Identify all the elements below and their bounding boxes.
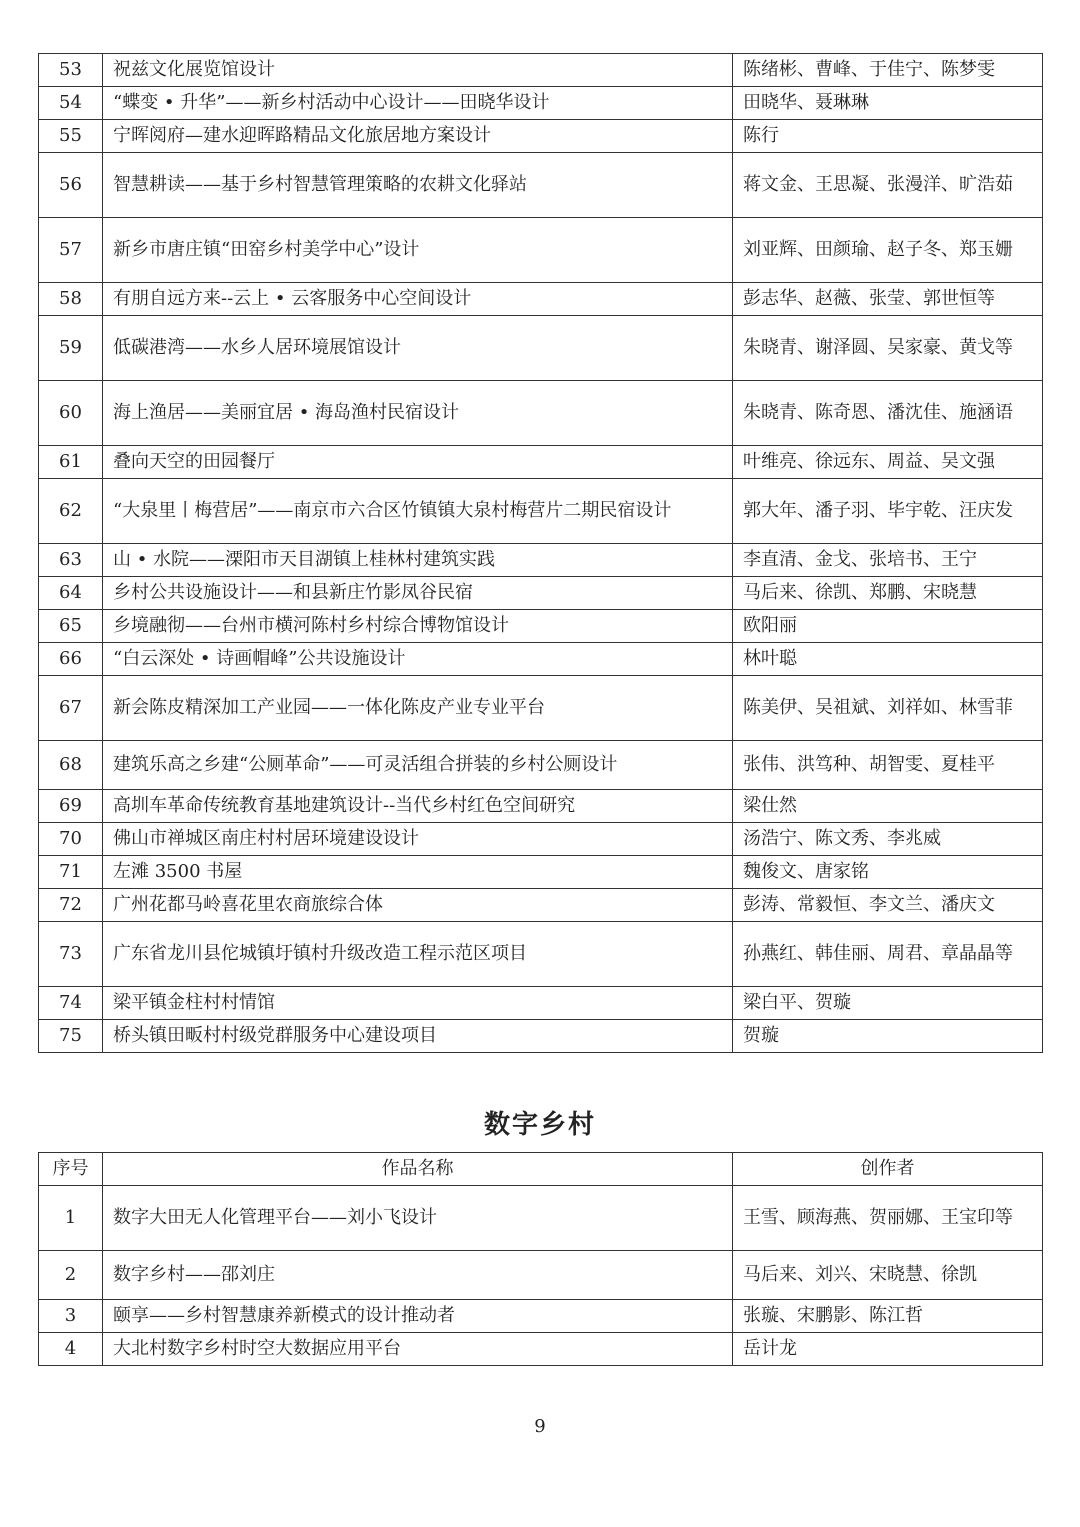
table-row [39, 676, 1043, 741]
work-title: 佛山市禅城区南庄村村居环境建设设计 [103, 823, 733, 856]
row-number: 56 [39, 153, 103, 218]
page-number: 9 [534, 1416, 546, 1437]
work-title: 山 • 水院——溧阳市天目湖镇上桂林村建筑实践 [103, 544, 733, 577]
table-row [39, 316, 1043, 381]
row-number: 72 [39, 889, 103, 922]
work-title: 祝兹文化展览馆设计 [103, 54, 733, 87]
row-number: 66 [39, 643, 103, 676]
row-number: 55 [39, 120, 103, 153]
work-title: 乡境融彻——台州市横河陈村乡村综合博物馆设计 [103, 610, 733, 643]
work-title: “白云深处 • 诗画帽峰”公共设施设计 [103, 643, 733, 676]
row-number: 71 [39, 856, 103, 889]
work-authors: 蒋文金、王思凝、张漫洋、旷浩茹 [733, 153, 1043, 218]
work-title: 大北村数字乡村时空大数据应用平台 [103, 1333, 733, 1366]
row-number: 69 [39, 790, 103, 823]
row-number: 2 [39, 1251, 103, 1300]
digital-village-table [38, 1152, 1043, 1366]
work-authors: 朱晓青、谢泽圆、吴家豪、黄戈等 [733, 316, 1043, 381]
work-title: “大泉里丨梅营居”——南京市六合区竹镇镇大泉村梅营片二期民宿设计 [103, 479, 733, 544]
work-title: 宁晖阅府—建水迎晖路精品文化旅居地方案设计 [103, 120, 733, 153]
work-title: “蝶变 • 升华”——新乡村活动中心设计——田晓华设计 [103, 87, 733, 120]
row-number: 67 [39, 676, 103, 741]
table-row [39, 1300, 1043, 1333]
table-row [39, 856, 1043, 889]
work-authors: 刘亚辉、田颜瑜、赵子冬、郑玉姗 [733, 218, 1043, 283]
row-number: 61 [39, 446, 103, 479]
row-number: 73 [39, 922, 103, 987]
row-number: 60 [39, 381, 103, 446]
table-row [39, 823, 1043, 856]
table-row [39, 987, 1043, 1020]
work-authors: 陈行 [733, 120, 1043, 153]
work-authors: 张璇、宋鹏影、陈江哲 [733, 1300, 1043, 1333]
work-authors: 孙燕红、韩佳丽、周君、章晶晶等 [733, 922, 1043, 987]
table-row [39, 218, 1043, 283]
table-row [39, 741, 1043, 790]
header-number: 序号 [39, 1153, 103, 1186]
award-table-continued [38, 53, 1043, 1053]
row-number: 65 [39, 610, 103, 643]
table-row [39, 446, 1043, 479]
work-title: 乡村公共设施设计——和县新庄竹影凤谷民宿 [103, 577, 733, 610]
table-row [39, 790, 1043, 823]
row-number: 53 [39, 54, 103, 87]
work-authors: 梁白平、贺璇 [733, 987, 1043, 1020]
work-title: 梁平镇金柱村村情馆 [103, 987, 733, 1020]
work-title: 低碳港湾——水乡人居环境展馆设计 [103, 316, 733, 381]
work-title: 建筑乐高之乡建“公厕革命”——可灵活组合拼装的乡村公厕设计 [103, 741, 733, 790]
work-authors: 朱晓青、陈奇恩、潘沈佳、施涵语 [733, 381, 1043, 446]
work-title: 海上渔居——美丽宜居 • 海岛渔村民宿设计 [103, 381, 733, 446]
row-number: 63 [39, 544, 103, 577]
table-row [39, 153, 1043, 218]
table-row [39, 87, 1043, 120]
row-number: 70 [39, 823, 103, 856]
work-authors: 欧阳丽 [733, 610, 1043, 643]
work-authors: 梁仕然 [733, 790, 1043, 823]
work-authors: 林叶聪 [733, 643, 1043, 676]
work-authors: 彭涛、常毅恒、李文兰、潘庆文 [733, 889, 1043, 922]
row-number: 62 [39, 479, 103, 544]
table-header-row [39, 1153, 1043, 1186]
row-number: 4 [39, 1333, 103, 1366]
work-title: 桥头镇田畈村村级党群服务中心建设项目 [103, 1020, 733, 1053]
work-title: 新会陈皮精深加工产业园——一体化陈皮产业专业平台 [103, 676, 733, 741]
work-authors: 陈美伊、吴祖斌、刘祥如、林雪菲 [733, 676, 1043, 741]
row-number: 64 [39, 577, 103, 610]
table-row [39, 120, 1043, 153]
table-row [39, 577, 1043, 610]
table-row [39, 643, 1043, 676]
row-number: 54 [39, 87, 103, 120]
work-title: 智慧耕读——基于乡村智慧管理策略的农耕文化驿站 [103, 153, 733, 218]
table-row [39, 1186, 1043, 1251]
work-title: 广东省龙川县佗城镇圩镇村升级改造工程示范区项目 [103, 922, 733, 987]
table-row [39, 1333, 1043, 1366]
row-number: 68 [39, 741, 103, 790]
table-row [39, 479, 1043, 544]
table-row [39, 610, 1043, 643]
section-title: 数字乡村 [483, 1110, 596, 1140]
work-authors: 李直清、金戈、张培书、王宁 [733, 544, 1043, 577]
work-authors: 贺璇 [733, 1020, 1043, 1053]
work-authors: 陈绪彬、曹峰、于佳宁、陈梦雯 [733, 54, 1043, 87]
header-authors: 创作者 [733, 1153, 1043, 1186]
work-title: 数字乡村——邵刘庄 [103, 1251, 733, 1300]
work-title: 叠向天空的田园餐厅 [103, 446, 733, 479]
work-authors: 魏俊文、唐家铭 [733, 856, 1043, 889]
row-number: 1 [39, 1186, 103, 1251]
work-title: 新乡市唐庄镇“田窑乡村美学中心”设计 [103, 218, 733, 283]
work-title: 高圳车革命传统教育基地建筑设计--当代乡村红色空间研究 [103, 790, 733, 823]
row-number: 3 [39, 1300, 103, 1333]
work-authors: 马后来、徐凯、郑鹏、宋晓慧 [733, 577, 1043, 610]
table-row [39, 283, 1043, 316]
header-title: 作品名称 [103, 1153, 733, 1186]
row-number: 57 [39, 218, 103, 283]
work-authors: 田晓华、聂琳琳 [733, 87, 1043, 120]
work-authors: 汤浩宁、陈文秀、李兆威 [733, 823, 1043, 856]
table-row [39, 544, 1043, 577]
row-number: 58 [39, 283, 103, 316]
row-number: 59 [39, 316, 103, 381]
work-title: 广州花都马岭喜花里农商旅综合体 [103, 889, 733, 922]
work-authors: 王雪、顾海燕、贺丽娜、王宝印等 [733, 1186, 1043, 1251]
work-authors: 彭志华、赵薇、张莹、郭世恒等 [733, 283, 1043, 316]
table-row [39, 1251, 1043, 1300]
work-title: 左滩 3500 书屋 [103, 856, 733, 889]
work-authors: 马后来、刘兴、宋晓慧、徐凯 [733, 1251, 1043, 1300]
work-authors: 叶维亮、徐远东、周益、吴文强 [733, 446, 1043, 479]
table-row [39, 1020, 1043, 1053]
table-row [39, 889, 1043, 922]
work-title: 颐享——乡村智慧康养新模式的设计推动者 [103, 1300, 733, 1333]
table-row [39, 54, 1043, 87]
work-title: 数字大田无人化管理平台——刘小飞设计 [103, 1186, 733, 1251]
table-row [39, 922, 1043, 987]
work-authors: 郭大年、潘子羽、毕宇乾、汪庆发 [733, 479, 1043, 544]
row-number: 74 [39, 987, 103, 1020]
row-number: 75 [39, 1020, 103, 1053]
table-row [39, 381, 1043, 446]
work-title: 有朋自远方来--云上 • 云客服务中心空间设计 [103, 283, 733, 316]
work-authors: 张伟、洪笃种、胡智雯、夏桂平 [733, 741, 1043, 790]
work-authors: 岳计龙 [733, 1333, 1043, 1366]
